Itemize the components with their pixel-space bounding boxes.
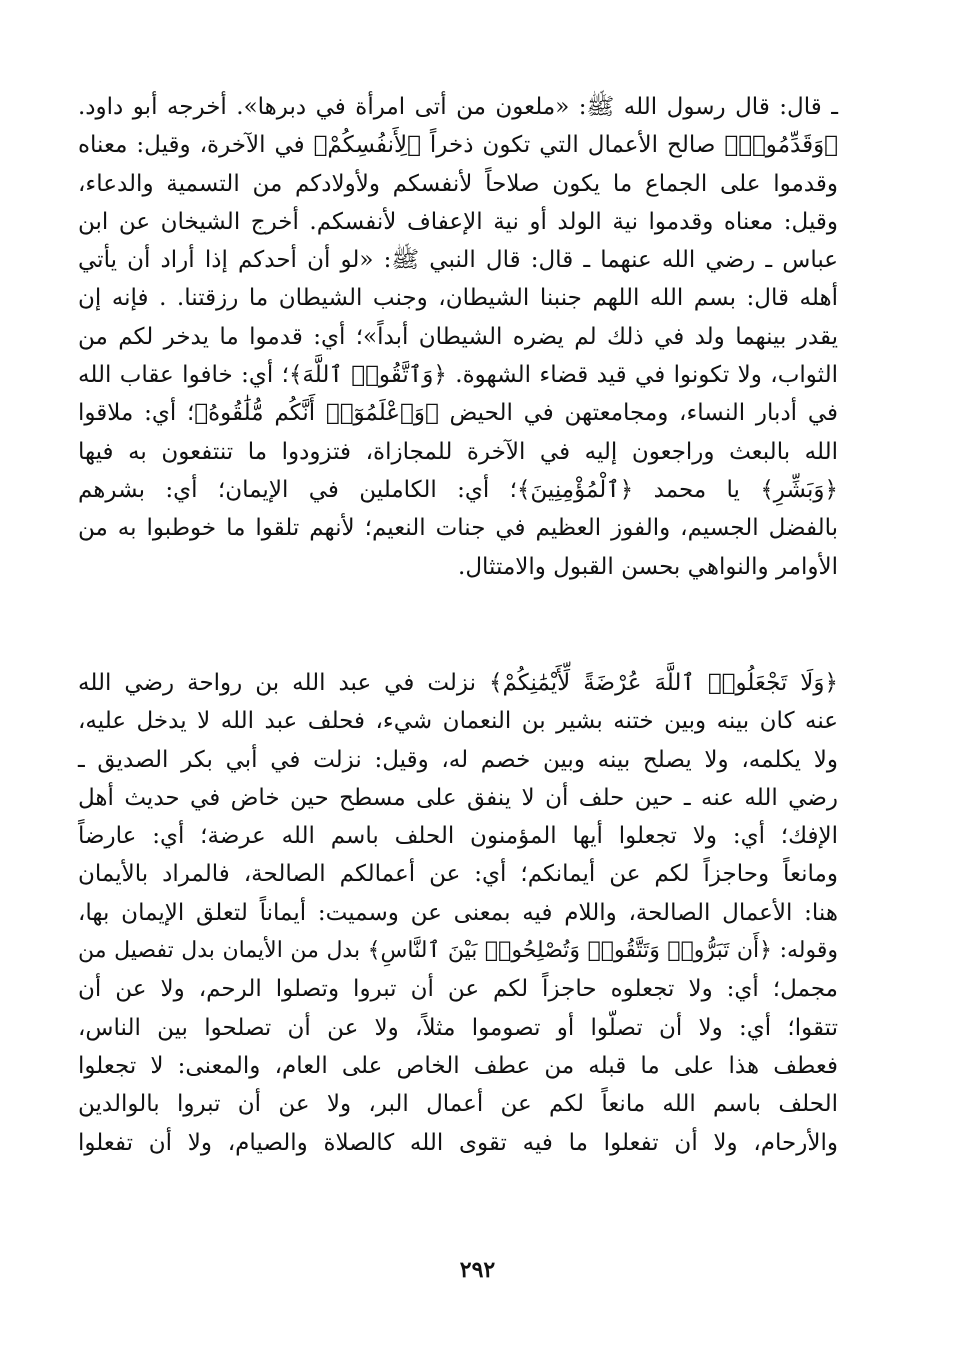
paragraph-2 — [78, 664, 838, 1162]
text-line: عنه كان بينه وبين ختنه بشير بن النعمان شيء، فحلف عبد الله لا يدخل عليه، — [78, 708, 838, 735]
text-line: بالفضل الجسيم، والفوز العظيم في جنات النعيم؛ لأنهم تلقوا ما خوطبوا به من — [78, 515, 838, 542]
text-line: الحلف باسم الله مانعاً لكم عن أعمال البر، ولا عن أن تبروا بالوالدين — [78, 1091, 838, 1118]
text-line: والأرحام، ولا أن تفعلوا ما فيه تقوى الله كالصلاة والصيام، ولا أن تفعلوا — [78, 1129, 838, 1156]
text-line: رضي الله عنه ـ حين حلف أن لا ينفق على مسطح حين خاض في حديث أهل — [78, 784, 838, 811]
text-line: ﴿وَلَا تَجْعَلُوا۟ ٱللَّهَ عُرْضَةً لِّأَيْمَٰنِكُمْ﴾ نزلت في عبد الله بن رواحة رضي الله — [78, 670, 838, 696]
text-line: الإفك؛ أي: ولا تجعلوا أيها المؤمنون الحلف باسم الله عرضة؛ أي: عارضاً — [78, 823, 838, 850]
text-line: الله بالبعث وراجعون إليه في الآخرة للمجازاة، فتزودوا ما تنتفعون به فيها — [78, 438, 838, 465]
text-line: الثواب، ولا تكونوا في قيد قضاء الشهوة. ﴿وَٱتَّقُوا۟ ٱللَّهَ﴾؛ أي: خافوا عقاب الله — [78, 362, 838, 389]
text-line: وقوله: ﴿أَن تَبَرُّوا۟ وَتَتَّقُوا۟ وَتُصْلِحُوا۟ بَيْنَ ٱلنَّاسِ﴾ بدل من الأيمان بدل تفصيل من — [78, 938, 838, 964]
text-line: ﴿وَبَشِّرِ﴾ يا محمد ﴿ٱلْمُؤْمِنِينَ﴾؛ أي: الكاملين في الإيمان؛ أي: بشرهم — [78, 476, 838, 503]
text-line: عباس ـ رضي الله عنهما ـ قال: قال النبي ﷺ: «لو أن أحدكم إذا أراد أن يأتي — [78, 247, 838, 274]
text-line: ولا يكلمه، ولا يصلح بينه وبين خصم له، وقيل: نزلت في أبي بكر الصديق ـ — [78, 746, 838, 773]
text-line: أهله قال: بسم الله اللهم جنبنا الشيطان، وجنب الشيطان ما رزقتنا. . فإنه إن — [78, 285, 838, 312]
text-line: في أدبار النساء، ومجامعتهن في الحيض ﴿وَٱعْلَمُوٓا۟ أَنَّكُم مُّلَٰقُوهُ﴾؛ أي: ملاقوا — [78, 400, 838, 427]
text-line: تتقوا؛ أي: ولا أن تصلّوا أو تصوموا مثلاً، ولا عن أن تصلحوا بين الناس، — [78, 1014, 838, 1041]
page-number: ٢٩٢ — [459, 1257, 496, 1283]
text-line: يقدر بينهما ولد في ذلك لم يضره الشيطان أبداً»؛ أي: قدموا ما يدخر لكم من — [78, 323, 838, 350]
text-line: وقيل: معناه وقدموا نية الولد أو نية الإعفاف لأنفسكم. أخرج الشيخان عن ابن — [78, 208, 838, 235]
paragraph-1 — [78, 88, 838, 586]
text-line: ومانعاً وحاجزاً لكم عن أيمانكم؛ أي: عن أعمالكم الصالحة، فالمراد بالأيمان — [78, 861, 838, 888]
text-line: ـ قال: قال رسول الله ﷺ: «ملعون من أتى امرأة في دبرها». أخرجه أبو داود. — [78, 94, 838, 120]
text-line: وقدموا على الجماع ما يكون صلاحاً لأنفسكم ولأولادكم من التسمية والدعاء، — [78, 170, 838, 197]
text-line: مجمل؛ أي: ولا تجعلوه حاجزاً لكم عن أن تبروا وتصلوا الرحم، ولا عن أن — [78, 976, 838, 1003]
text-line: فعطف هذا على ما قبله من عطف الخاص على العام، والمعنى: لا تجعلوا — [78, 1052, 838, 1079]
text-line: ﴿وَقَدِّمُوا۟﴾ صالح الأعمال التي تكون ذخراً ﴿لِأَنفُسِكُمْ﴾ في الآخرة، وقيل: معناه — [78, 132, 838, 159]
text-line: هنا: الأعمال الصالحة، واللام فيه بمعنى عن وسميت: أيماناً لتعلق الإيمان بها، — [78, 899, 838, 926]
text-line: الأوامر والنواهي بحسن القبول والامتثال. — [458, 553, 838, 580]
